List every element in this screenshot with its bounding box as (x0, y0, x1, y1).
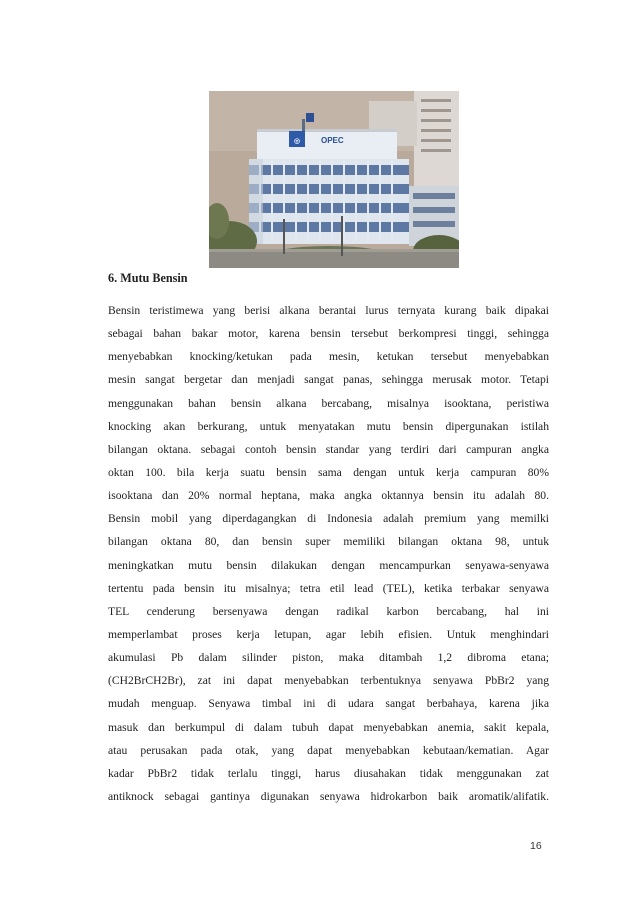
paragraph-line: memperlambat proses kerja letupan, agar lebih efisien. Untuk menghindari (108, 627, 549, 641)
svg-text:◎: ◎ (293, 138, 301, 145)
opec-building-photo (209, 91, 459, 268)
paragraph-line: menggunakan bahan bensin alkana bercabang, misalnya isooktana, peristiwa (108, 396, 549, 410)
paragraph-line: sebagai bahan bakar motor, karena bensin tersebut berkompresi tinggi, sehingga (108, 327, 549, 341)
paragraph-line: meningkatkan mutu bensin dilakukan dengan mencampurkan senyawa-senyawa (108, 558, 549, 572)
paragraph-line: bilangan oktana 80, dan bensin super memiliki bilangan oktana 98, untuk (108, 535, 549, 549)
paragraph-line: oktan 100. bila kerja suatu bensin sama dengan untuk kerja campuran 80% (108, 465, 549, 479)
paragraph-line: atau perusakan pada otak, yang dapat menyebabkan kebutaan/kematian. Agar (108, 743, 549, 757)
paragraph-line: tertentu pada bensin itu misalnya; tetra etil lead (TEL), ketika terbakar senyawa (108, 581, 549, 595)
opec-sign-text: OPEC (321, 136, 344, 145)
section-heading: 6. Mutu Bensin (108, 271, 188, 285)
page-number: 16 (530, 840, 542, 852)
paragraph-line: knocking akan berkurang, untuk menyatakan mutu bensin dipergunakan istilah (108, 419, 549, 433)
paragraph-line: isooktana dan 20% normal heptana, maka angka oktannya bensin itu adalah 80. (108, 489, 549, 503)
paragraph-line: akumulasi Pb dalam silinder piston, maka ditambah 1,2 dibroma etana; (108, 651, 549, 665)
paragraph-line: Bensin mobil yang diperdagangkan di Indonesia adalah premium yang memilki (108, 512, 549, 526)
paragraph-line: antiknock sebagai gantinya digunakan senyawa hidrokarbon baik aromatik/alifatik. (108, 789, 549, 803)
paragraph-line: kadar PbBr2 tidak terlalu tinggi, harus diusahakan tidak menggunakan zat (108, 766, 549, 780)
body-paragraph (108, 299, 549, 808)
paragraph-line: (CH2BrCH2Br), zat ini dapat menyebabkan terbentuknya senyawa PbBr2 yang (108, 674, 549, 688)
paragraph-line: Bensin teristimewa yang berisi alkana berantai lurus ternyata kurang baik dipakai (108, 304, 549, 317)
paragraph-line: TEL cenderung bersenyawa dengan radikal karbon bercabang, hal ini (108, 604, 549, 618)
paragraph-line: mudah menguap. Senyawa timbal ini di udara sangat berbahaya, karena jika (108, 697, 549, 711)
paragraph-line: mesin sangat bergetar dan menjadi sangat panas, sehingga merusak motor. Tetapi (108, 373, 549, 387)
paragraph-line: bilangan oktana. sebagai contoh bensin standar yang terdiri dari campuran angka (108, 442, 549, 456)
paragraph-line: masuk dan berkumpul di dalam tubuh dapat menyebabkan anemia, sakit kepala, (108, 720, 549, 734)
paragraph-line: menyebabkan knocking/ketukan pada mesin, ketukan tersebut menyebabkan (108, 350, 549, 364)
